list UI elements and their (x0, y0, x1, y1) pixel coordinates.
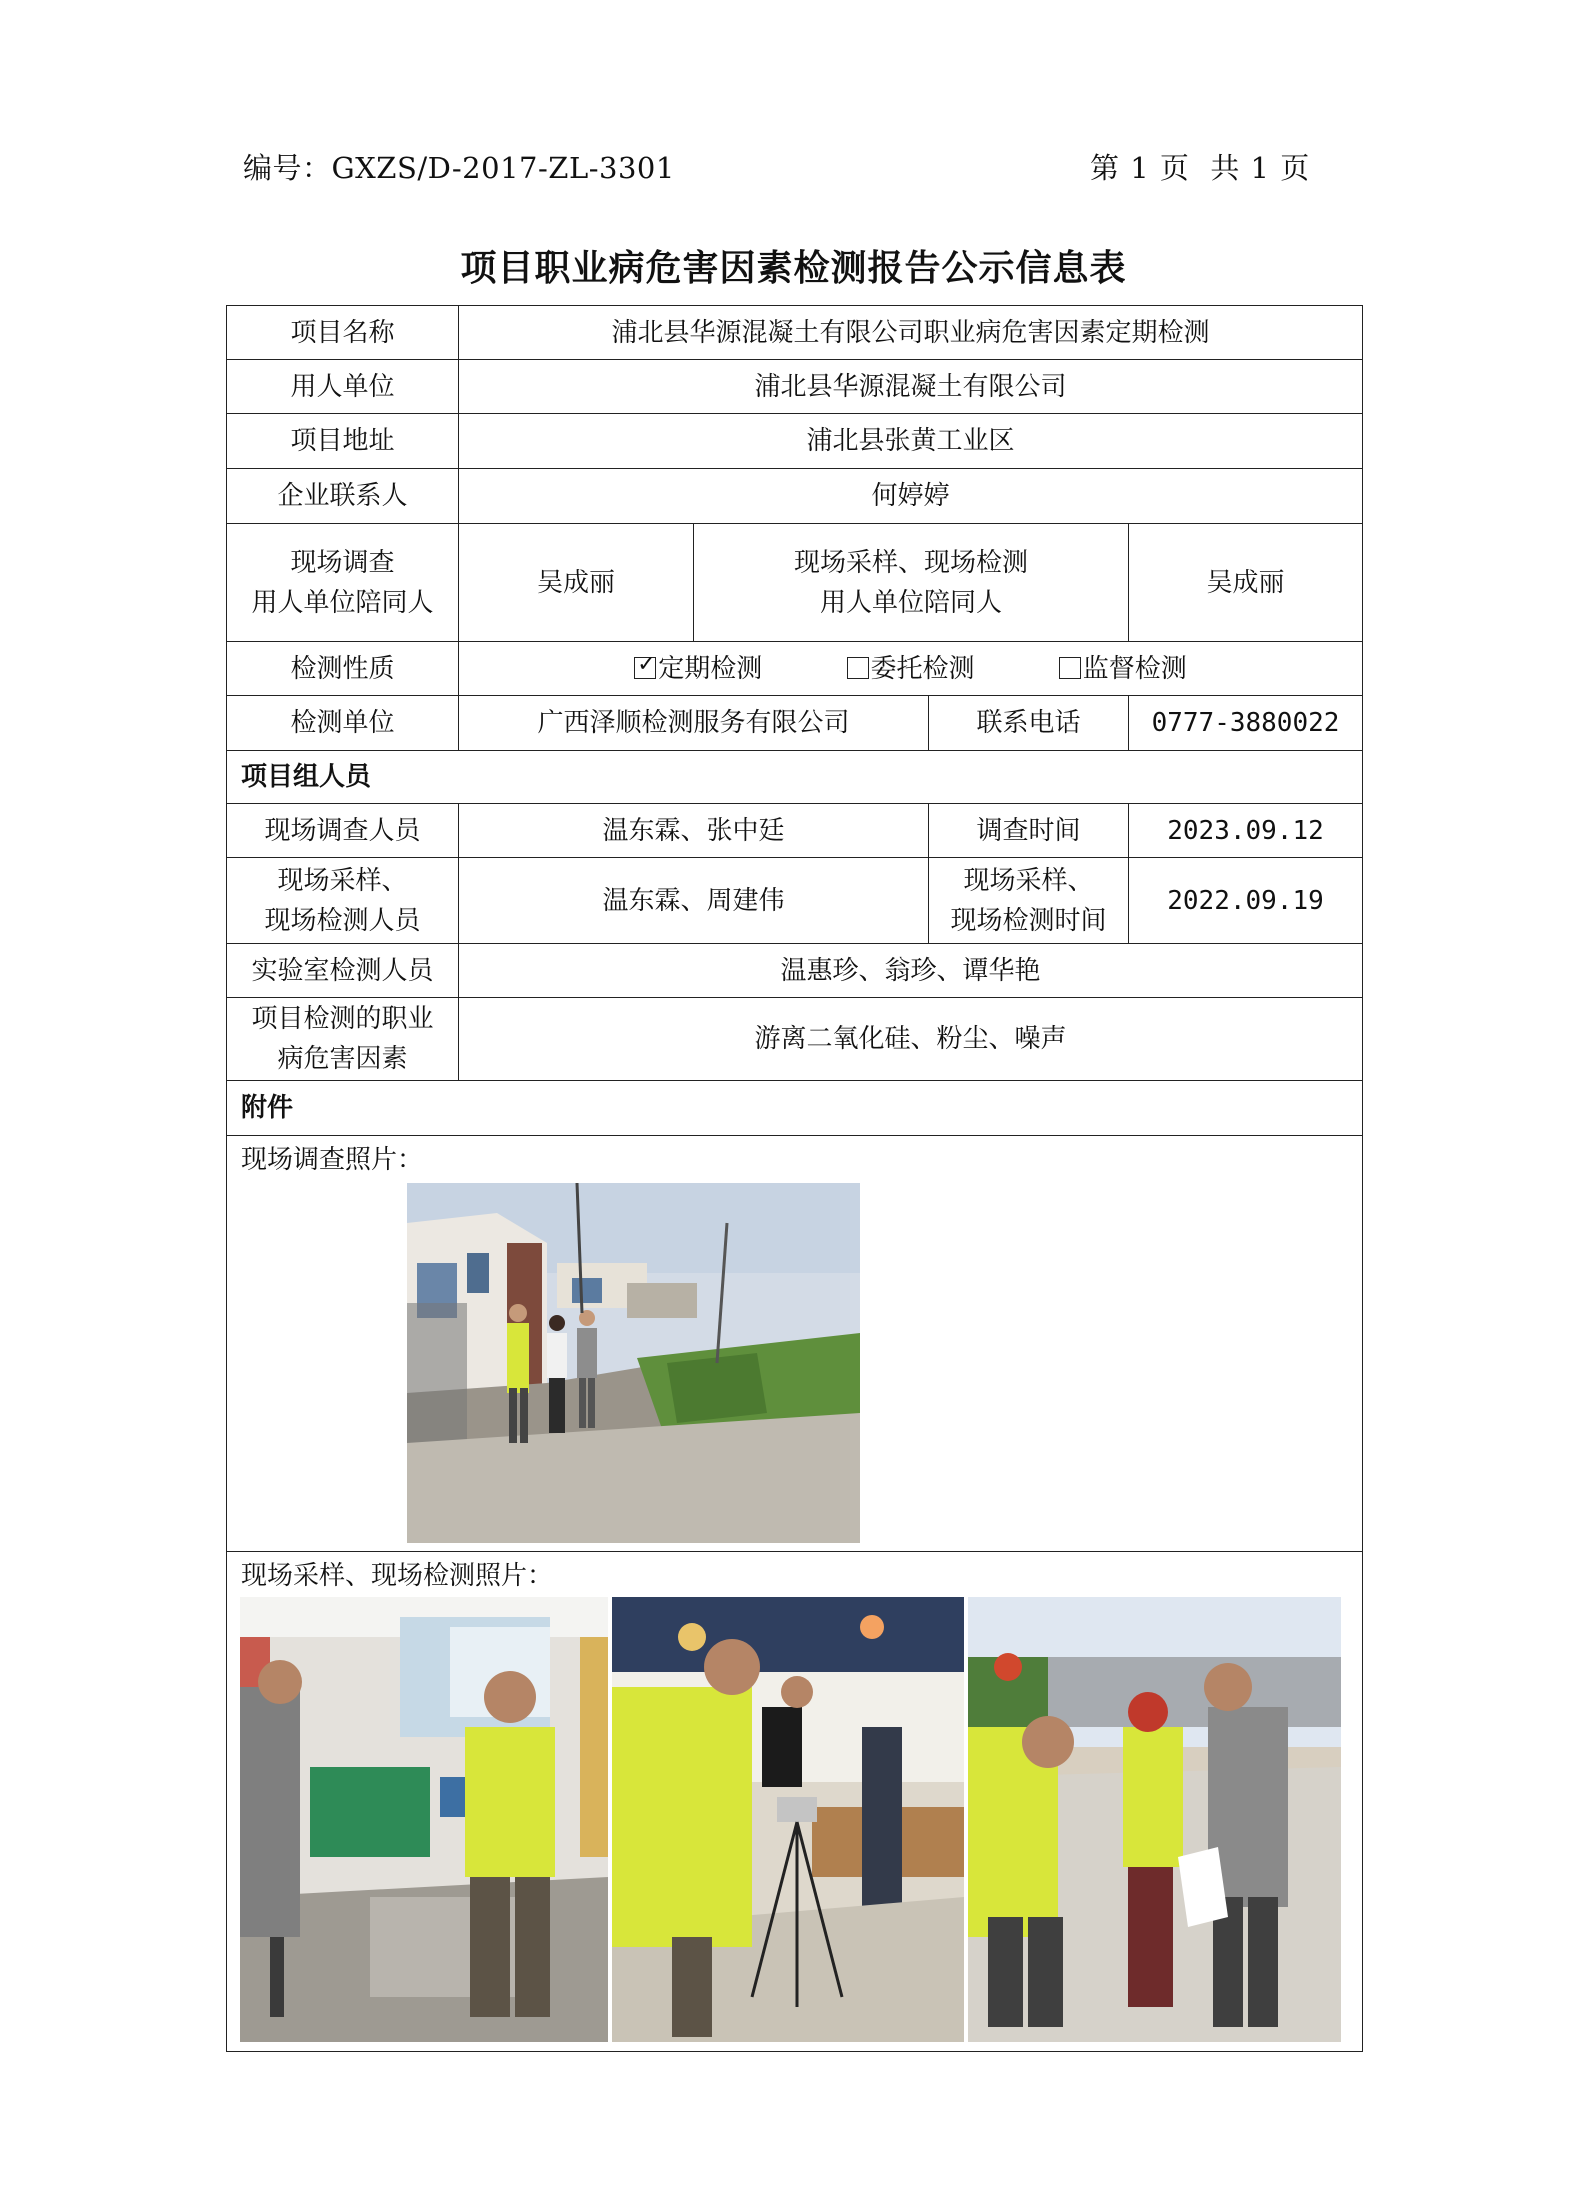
row-lab (227, 696, 1363, 751)
unchecked-box-icon[interactable] (847, 657, 869, 679)
employer-label: 用人单位 (227, 360, 459, 414)
sampling-time-label-line1: 现场采样、 (963, 865, 1094, 896)
sampling-time-value: 2022.09.19 (1129, 858, 1363, 944)
phone-value: 0777-3880022 (1129, 696, 1363, 751)
page-indicator: 第 1 页 共 1 页 (1090, 151, 1311, 185)
survey-escort-value: 吴成丽 (459, 524, 694, 642)
sampling-escort-value: 吴成丽 (1129, 524, 1363, 642)
row-contact (227, 469, 1363, 524)
lab-staff-label: 实验室检测人员 (227, 944, 459, 998)
survey-time-value: 2023.09.12 (1129, 804, 1363, 858)
row-surveyors (227, 804, 1363, 858)
hazards-label-line1: 项目检测的职业 (251, 1004, 434, 1034)
employer-value: 浦北县华源混凝土有限公司 (459, 360, 1363, 414)
surveyors-label: 现场调查人员 (227, 804, 459, 858)
team-section-heading: 项目组人员 (227, 751, 1363, 804)
row-address (227, 414, 1363, 469)
sampling-photo-3 (968, 1597, 1341, 2042)
nature-option-supervisory[interactable]: 监督检测 (1059, 649, 1187, 689)
row-team-section (227, 751, 1363, 804)
project-name-value: 浦北县华源混凝土有限公司职业病危害因素定期检测 (459, 306, 1363, 360)
survey-escort-label (227, 524, 459, 642)
contact-label: 企业联系人 (227, 469, 459, 524)
contact-value: 何婷婷 (459, 469, 1363, 524)
row-lab-staff (227, 944, 1363, 998)
sampling-escort-label-line1: 现场采样、现场检测 (793, 547, 1028, 578)
attachment-section-heading: 附件 (227, 1081, 1363, 1136)
row-employer (227, 360, 1363, 414)
survey-photo (407, 1183, 860, 1543)
samplers-label (227, 858, 459, 944)
sampling-escort-label-line2: 用人单位陪同人 (819, 587, 1002, 618)
sampling-time-label (929, 858, 1129, 944)
nature-option-periodic[interactable]: ✓ 定期检测 (634, 649, 762, 689)
unchecked-box-icon[interactable] (1059, 657, 1081, 679)
survey-escort-label-line1: 现场调查 (290, 547, 395, 578)
phone-label: 联系电话 (929, 696, 1129, 751)
lab-staff-value: 温惠珍、翁珍、谭华艳 (459, 944, 1363, 998)
project-name-label: 项目名称 (227, 306, 459, 360)
sampling-time-label-line2: 现场检测时间 (950, 905, 1107, 936)
row-attachment-section (227, 1081, 1363, 1136)
address-value: 浦北县张黄工业区 (459, 414, 1363, 469)
checked-box-icon[interactable] (634, 657, 656, 679)
sampling-escort-label (694, 524, 1129, 642)
sampling-photo-2 (612, 1597, 964, 2042)
hazards-label-line2: 病危害因素 (277, 1044, 408, 1074)
document-number: 编号：GXZS/D-2017-ZL-3301 (243, 151, 675, 185)
lab-label: 检测单位 (227, 696, 459, 751)
surveyors-value: 温东霖、张中廷 (459, 804, 929, 858)
survey-escort-label-line2: 用人单位陪同人 (251, 587, 434, 618)
hazards-label (227, 998, 459, 1081)
address-label: 项目地址 (227, 414, 459, 469)
row-nature (227, 642, 1363, 696)
lab-value: 广西泽顺检测服务有限公司 (459, 696, 929, 751)
samplers-label-line2: 现场检测人员 (264, 905, 421, 936)
nature-option-commissioned[interactable]: 委托检测 (847, 649, 975, 689)
document-title: 项目职业病危害因素检测报告公示信息表 (460, 247, 1127, 289)
nature-label: 检测性质 (227, 642, 459, 696)
hazards-value: 游离二氧化硅、粉尘、噪声 (459, 998, 1363, 1081)
samplers-label-line1: 现场采样、 (277, 865, 408, 896)
row-hazards (227, 998, 1363, 1081)
row-escort (227, 524, 1363, 642)
row-samplers (227, 858, 1363, 944)
row-project-name (227, 306, 1363, 360)
samplers-value: 温东霖、周建伟 (459, 858, 929, 944)
sampling-photos-caption: 现场采样、现场检测照片： (241, 1561, 554, 1591)
sampling-photo-1 (240, 1597, 608, 2042)
survey-time-label: 调查时间 (929, 804, 1129, 858)
nature-options (459, 642, 1363, 696)
survey-photos-caption: 现场调查照片： (241, 1145, 424, 1175)
